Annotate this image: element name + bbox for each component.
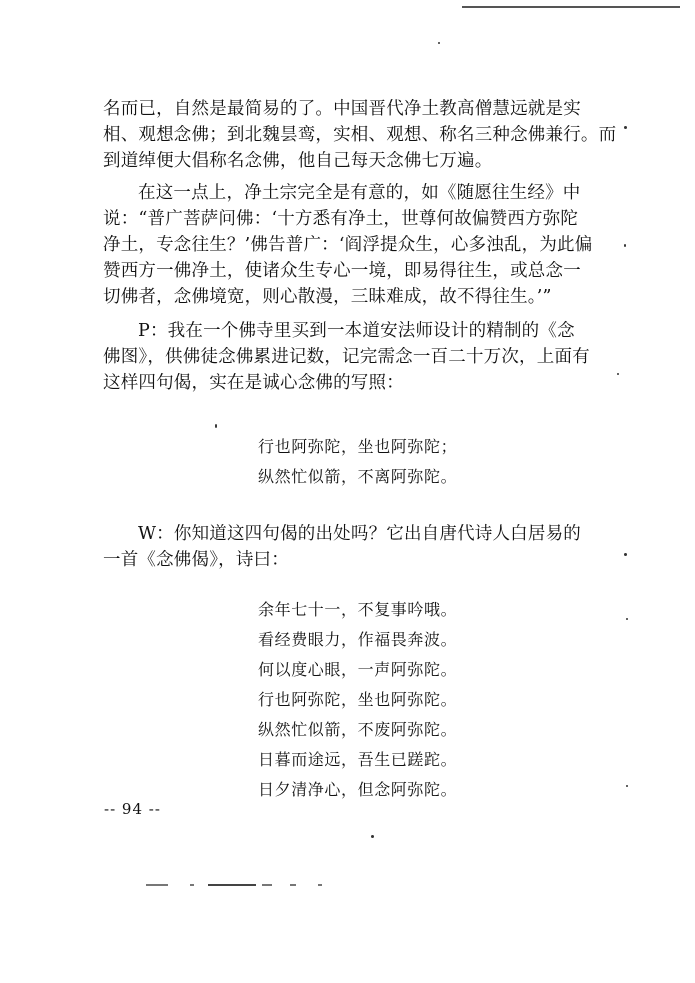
scan-noise	[146, 884, 168, 886]
text-line: 这样四句偈，实在是诚心念佛的写照：	[103, 373, 404, 393]
scan-noise	[190, 884, 194, 886]
verse-line: 日夕清净心，但念阿弥陀。	[258, 780, 458, 799]
text-line: P：我在一个佛寺里买到一本道安法师设计的精制的《念	[138, 321, 575, 341]
scan-speck	[626, 785, 628, 787]
paragraph-2	[103, 180, 593, 310]
verse-line: 纵然忙似箭，不离阿弥陀。	[258, 467, 458, 486]
scan-speck	[624, 553, 627, 556]
scan-speck	[624, 244, 626, 247]
text-line: 切佛者，念佛境宽，则心散漫，三昧难成，故不得往生。’”	[103, 287, 552, 307]
scan-noise	[290, 884, 296, 886]
top-rule	[462, 6, 680, 8]
verse-line: 行也阿弥陀，坐也阿弥陀。	[258, 690, 458, 709]
scan-speck	[438, 42, 440, 44]
verse-line: 余年七十一，不复事吟哦。	[258, 600, 458, 619]
verse-2	[258, 595, 457, 805]
verse-1	[258, 432, 457, 492]
paragraph-1	[103, 96, 617, 174]
verse-line: 何以度心眼，一声阿弥陀。	[258, 660, 458, 679]
text-line: 净土，专念往生？’佛告普广：‘阎浮提众生，心多浊乱，为此偏	[103, 235, 593, 255]
text-line: 赞西方一佛净土，使诸众生专心一境，即易得往生，或总念一	[103, 261, 581, 281]
scan-noise	[208, 884, 256, 886]
verse-line: 行也阿弥陀，坐也阿弥陀；	[258, 437, 458, 456]
page-number: -- 94 --	[104, 800, 161, 818]
scan-speck	[617, 373, 619, 375]
paragraph-4	[103, 521, 581, 573]
scan-speck	[371, 835, 374, 838]
scan-speck	[626, 618, 628, 620]
text-line: 一首《念佛偈》，诗曰：	[103, 550, 289, 570]
text-line: 佛图》，供佛徒念佛累进记数，记完需念一百二十万次，上面有	[103, 347, 590, 367]
text-line: 相、观想念佛；到北魏昙鸾，实相、观想、称名三种念佛兼行。而	[103, 125, 617, 145]
paragraph-3	[103, 318, 590, 396]
scan-speck	[624, 126, 627, 129]
verse-line: 纵然忙似箭，不废阿弥陀。	[258, 720, 458, 739]
verse-line: 看经费眼力，作福畏奔波。	[258, 630, 458, 649]
text-line: 在这一点上，净土宗完全是有意的，如《随愿往生经》中	[138, 183, 581, 203]
text-line: 到道绰便大倡称名念佛，他自己每天念佛七万遍。	[103, 151, 493, 171]
text-line: 说：“普广菩萨问佛：‘十方悉有净土，世尊何故偏赞西方弥陀	[103, 209, 579, 229]
scan-noise	[262, 884, 272, 886]
verse-line: 日暮而途远，吾生已蹉跎。	[258, 750, 458, 769]
scan-speck	[215, 424, 217, 428]
text-line: W：你知道这四句偈的出处吗？它出自唐代诗人白居易的	[138, 524, 581, 544]
scan-noise	[318, 884, 322, 886]
text-line: 名而已，自然是最简易的了。中国晋代净土教高僧慧远就是实	[103, 99, 581, 119]
